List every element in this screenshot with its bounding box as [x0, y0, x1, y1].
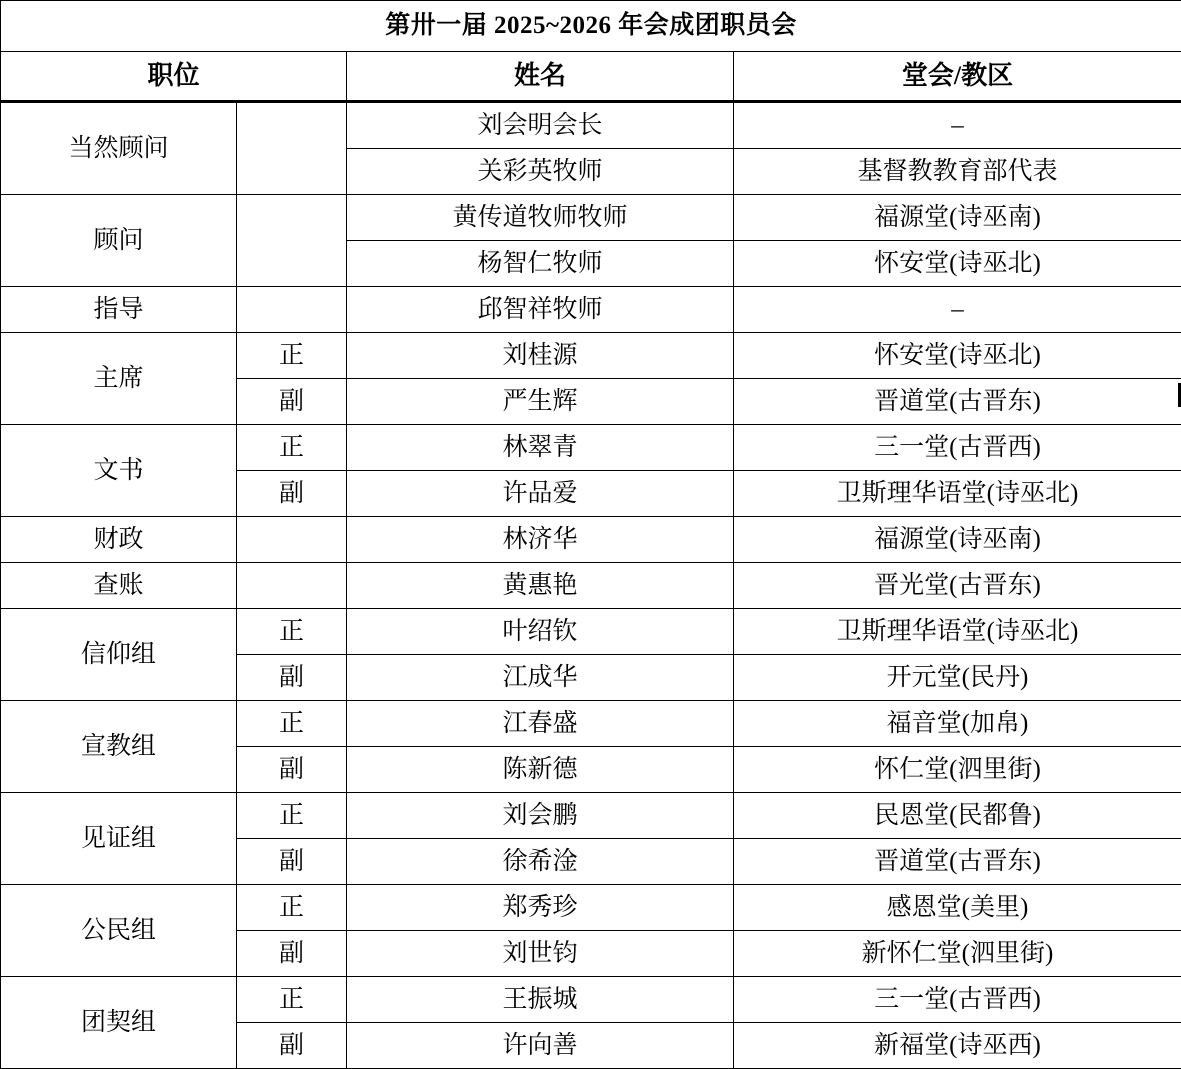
table-row — [1, 563, 1181, 609]
cell-church: 三一堂(古晋西) — [734, 977, 1181, 1023]
table-row — [1, 609, 1181, 655]
cell-position: 顾问 — [1, 195, 237, 287]
cell-position: 查账 — [1, 563, 237, 609]
cell-church: – — [734, 287, 1181, 333]
cell-subrole: 正 — [237, 977, 347, 1023]
cell-church: 开元堂(民丹) — [734, 655, 1181, 701]
cell-position: 公民组 — [1, 885, 237, 977]
cell-name: 刘世钧 — [347, 931, 734, 977]
cell-church: 基督教教育部代表 — [734, 149, 1181, 195]
cell-name: 刘会鹏 — [347, 793, 734, 839]
cell-church: 福源堂(诗巫南) — [734, 517, 1181, 563]
cell-church: 感恩堂(美里) — [734, 885, 1181, 931]
column-header-position: 职位 — [1, 52, 347, 102]
cell-subrole: 副 — [237, 471, 347, 517]
title-row — [1, 1, 1181, 52]
cell-subrole: 正 — [237, 793, 347, 839]
cell-subrole: 副 — [237, 839, 347, 885]
cell-church: 晋光堂(古晋东) — [734, 563, 1181, 609]
cell-name: 郑秀珍 — [347, 885, 734, 931]
table-row — [1, 287, 1181, 333]
table-row — [1, 102, 1181, 149]
cell-position: 主席 — [1, 333, 237, 425]
cell-subrole — [237, 287, 347, 333]
table-row — [1, 517, 1181, 563]
cell-position: 指导 — [1, 287, 237, 333]
cell-position: 文书 — [1, 425, 237, 517]
cell-name: 林济华 — [347, 517, 734, 563]
cell-name: 林翠青 — [347, 425, 734, 471]
cell-name: 关彩英牧师 — [347, 149, 734, 195]
cell-name: 许向善 — [347, 1023, 734, 1069]
cell-subrole — [237, 195, 347, 287]
cell-subrole — [237, 563, 347, 609]
roster-table-body — [1, 1, 1181, 1069]
cell-name: 杨智仁牧师 — [347, 241, 734, 287]
cell-church: 福音堂(加帛) — [734, 701, 1181, 747]
cell-position: 见证组 — [1, 793, 237, 885]
column-header-name: 姓名 — [347, 52, 734, 102]
cell-subrole — [237, 102, 347, 195]
cell-position: 团契组 — [1, 977, 237, 1069]
cell-church: 新怀仁堂(泗里街) — [734, 931, 1181, 977]
cell-church: 晋道堂(古晋东) — [734, 839, 1181, 885]
cell-name: 陈新德 — [347, 747, 734, 793]
cell-name: 王振城 — [347, 977, 734, 1023]
cell-church: 怀安堂(诗巫北) — [734, 333, 1181, 379]
document-title: 第卅一届 2025~2026 年会成团职员会 — [1, 1, 1181, 52]
cell-church: 怀安堂(诗巫北) — [734, 241, 1181, 287]
cell-name: 严生辉 — [347, 379, 734, 425]
table-header-row — [1, 52, 1181, 102]
cell-church: 民恩堂(民都鲁) — [734, 793, 1181, 839]
cell-church: 卫斯理华语堂(诗巫北) — [734, 609, 1181, 655]
cell-church: 怀仁堂(泗里街) — [734, 747, 1181, 793]
cell-church: 三一堂(古晋西) — [734, 425, 1181, 471]
cell-name: 叶绍钦 — [347, 609, 734, 655]
cell-subrole: 副 — [237, 655, 347, 701]
cell-subrole: 正 — [237, 425, 347, 471]
cell-position: 当然顾问 — [1, 102, 237, 195]
table-row — [1, 425, 1181, 471]
cell-name: 刘桂源 — [347, 333, 734, 379]
cell-church: 晋道堂(古晋东) — [734, 379, 1181, 425]
cell-subrole: 副 — [237, 747, 347, 793]
cell-subrole: 副 — [237, 931, 347, 977]
cell-subrole: 正 — [237, 701, 347, 747]
cell-name: 邱智祥牧师 — [347, 287, 734, 333]
cell-name: 黄传道牧师牧师 — [347, 195, 734, 241]
cell-position: 信仰组 — [1, 609, 237, 701]
table-row — [1, 793, 1181, 839]
column-header-church: 堂会/教区 — [734, 52, 1181, 102]
cell-position: 财政 — [1, 517, 237, 563]
cell-subrole: 正 — [237, 609, 347, 655]
cell-subrole: 正 — [237, 333, 347, 379]
cell-name: 许品爱 — [347, 471, 734, 517]
cell-subrole: 副 — [237, 1023, 347, 1069]
cell-name: 黄惠艳 — [347, 563, 734, 609]
cell-position: 宣教组 — [1, 701, 237, 793]
cell-subrole — [237, 517, 347, 563]
cell-name: 江成华 — [347, 655, 734, 701]
cell-name: 徐希淦 — [347, 839, 734, 885]
table-row — [1, 885, 1181, 931]
cell-church: – — [734, 102, 1181, 149]
cell-church: 福源堂(诗巫南) — [734, 195, 1181, 241]
cell-subrole: 副 — [237, 379, 347, 425]
table-row — [1, 977, 1181, 1023]
cell-church: 新福堂(诗巫西) — [734, 1023, 1181, 1069]
cell-subrole: 正 — [237, 885, 347, 931]
cell-name: 江春盛 — [347, 701, 734, 747]
table-row — [1, 333, 1181, 379]
cell-name: 刘会明会长 — [347, 102, 734, 149]
cell-church: 卫斯理华语堂(诗巫北) — [734, 471, 1181, 517]
table-row — [1, 701, 1181, 747]
table-row — [1, 195, 1181, 241]
